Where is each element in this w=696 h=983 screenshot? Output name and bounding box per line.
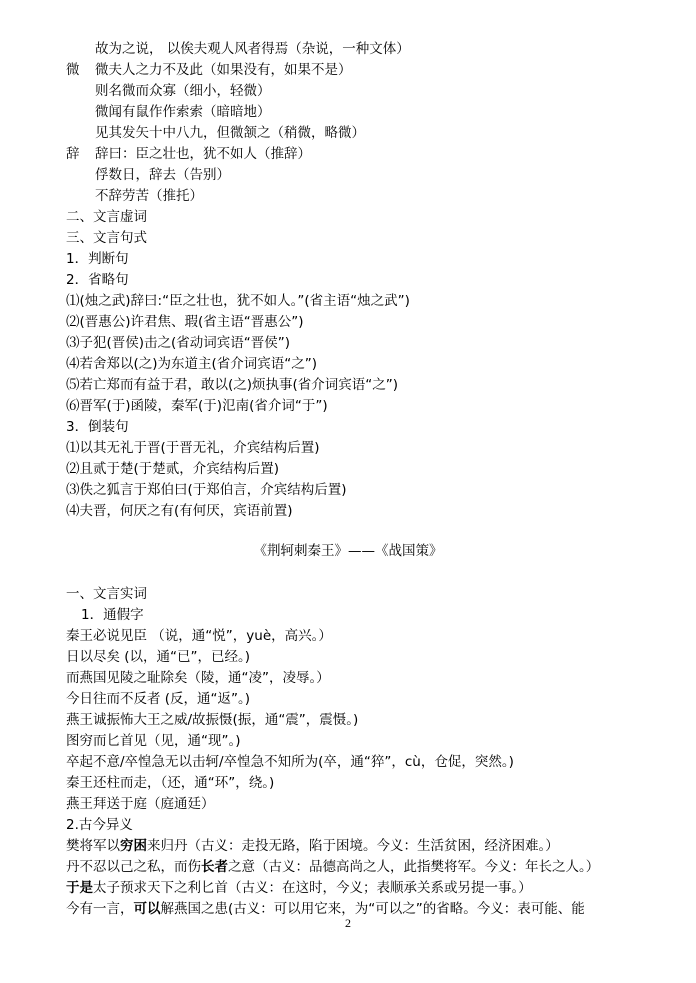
text-line: ⑸若亡郑而有益于君，敢以(之)烦执事(省介词宾语“之”) bbox=[66, 377, 399, 393]
term-marker: 微 bbox=[66, 62, 80, 78]
keyword: 穷困 bbox=[120, 838, 147, 854]
keyword: 于是 bbox=[66, 880, 93, 896]
section-heading: 二、文言虚词 bbox=[66, 209, 147, 225]
keyword: 长者 bbox=[201, 859, 228, 875]
text-line: ⑵(晋惠公)许君焦、瑕(省主语“晋惠公”) bbox=[66, 314, 304, 330]
section-heading: 一、文言实词 bbox=[66, 586, 147, 602]
text-line: 燕王拜送于庭（庭通廷） bbox=[66, 796, 215, 812]
text-line: ⑵且贰于楚(于楚贰，介宾结构后置) bbox=[66, 461, 280, 477]
keyword: 可以 bbox=[133, 901, 161, 917]
text-line: ⑷若舍郑以(之)为东道主(省介词宾语“之”) bbox=[66, 356, 318, 372]
text-line: 樊将军以穷困来归丹（古义：走投无路，陷于困境。今义：生活贫困，经济困难。） bbox=[66, 838, 559, 854]
text-line: 故为之说， 以俟夫观人风者得焉（杂说，一种文体） bbox=[95, 41, 410, 57]
text-line: 丹不忍以己之私，而伤长者之意（古义：品德高尚之人，此指樊将军。今义：年长之人。） bbox=[66, 859, 600, 875]
text-line: 1．判断句 bbox=[66, 251, 129, 267]
section-heading: 三、文言句式 bbox=[66, 230, 147, 246]
text-line: 辞 辞曰：臣之壮也，犹不如人（推辞） bbox=[66, 146, 311, 162]
text-line: 微闻有鼠作作索索（暗暗地） bbox=[95, 104, 271, 120]
text-line: 见其发矢十中八九，但微颔之（稍微，略微） bbox=[95, 125, 365, 141]
text-line: 今有一言，可以解燕国之患(古义：可以用它来，为“可以之”的省略。今义：表可能、能 bbox=[66, 901, 585, 917]
text-line: 2.古今异义 bbox=[66, 817, 133, 833]
chapter-title: 《荆轲刺秦王》——《战国策》 bbox=[253, 543, 443, 559]
text-line: ⑶子犯(晋侯)击之(省动词宾语“晋侯”) bbox=[66, 335, 291, 351]
text-line: 今日往而不反者 (反，通“返”。) bbox=[66, 691, 251, 707]
text-line: ⑷夫晋，何厌之有(有何厌，宾语前置) bbox=[66, 503, 293, 519]
page-number: 2 bbox=[345, 916, 351, 930]
text-line: 微 微夫人之力不及此（如果没有，如果不是） bbox=[66, 62, 352, 78]
text-line: ⑴以其无礼于晋(于晋无礼，介宾结构后置) bbox=[66, 440, 320, 456]
text-line: 而燕国见陵之耻除矣（陵，通“凌”，凌辱。） bbox=[66, 670, 330, 686]
text-line: ⑹晋军(于)函陵，秦军(于)氾南(省介词“于”) bbox=[66, 398, 328, 414]
text-line: ⑶佚之狐言于郑伯曰(于郑伯言，介宾结构后置) bbox=[66, 482, 347, 498]
text-line: 俘数日，辞去（告别） bbox=[95, 167, 230, 183]
text-line: 2．省略句 bbox=[66, 272, 129, 288]
text-line: 卒起不意/卒惶急无以击轲/卒惶急不知所为(卒，通“猝”，cù，仓促，突然。) bbox=[66, 754, 514, 770]
text-line: 则名微而众寡（细小，轻微） bbox=[95, 83, 271, 99]
term-marker: 辞 bbox=[66, 146, 80, 162]
text-line: 图穷而匕首见（见，通“现”。) bbox=[66, 733, 241, 749]
text-line: 秦王还柱而走，（还，通“环”，绕。) bbox=[66, 775, 275, 791]
text-line: 于是太子预求天下之利匕首（古义：在这时，今义；表顺承关系或另提一事。） bbox=[66, 880, 532, 896]
text-line: 日以尽矣 (以，通“已”，已经。) bbox=[66, 649, 251, 665]
text-line: 3．倒装句 bbox=[66, 419, 129, 435]
text-line: ⑴(烛之武)辞曰:“臣之壮也，犹不如人。”(省主语“烛之武”) bbox=[66, 293, 410, 309]
text-line: 不辞劳苦（推托） bbox=[95, 188, 203, 204]
text-line: 秦王必说见臣 （说，通“悦”，yuè，高兴。） bbox=[66, 628, 332, 644]
text-line: 1．通假字 bbox=[81, 607, 144, 623]
text-line: 燕王诚振怖大王之威/故振慑(振，通“震”，震慑。) bbox=[66, 712, 359, 728]
